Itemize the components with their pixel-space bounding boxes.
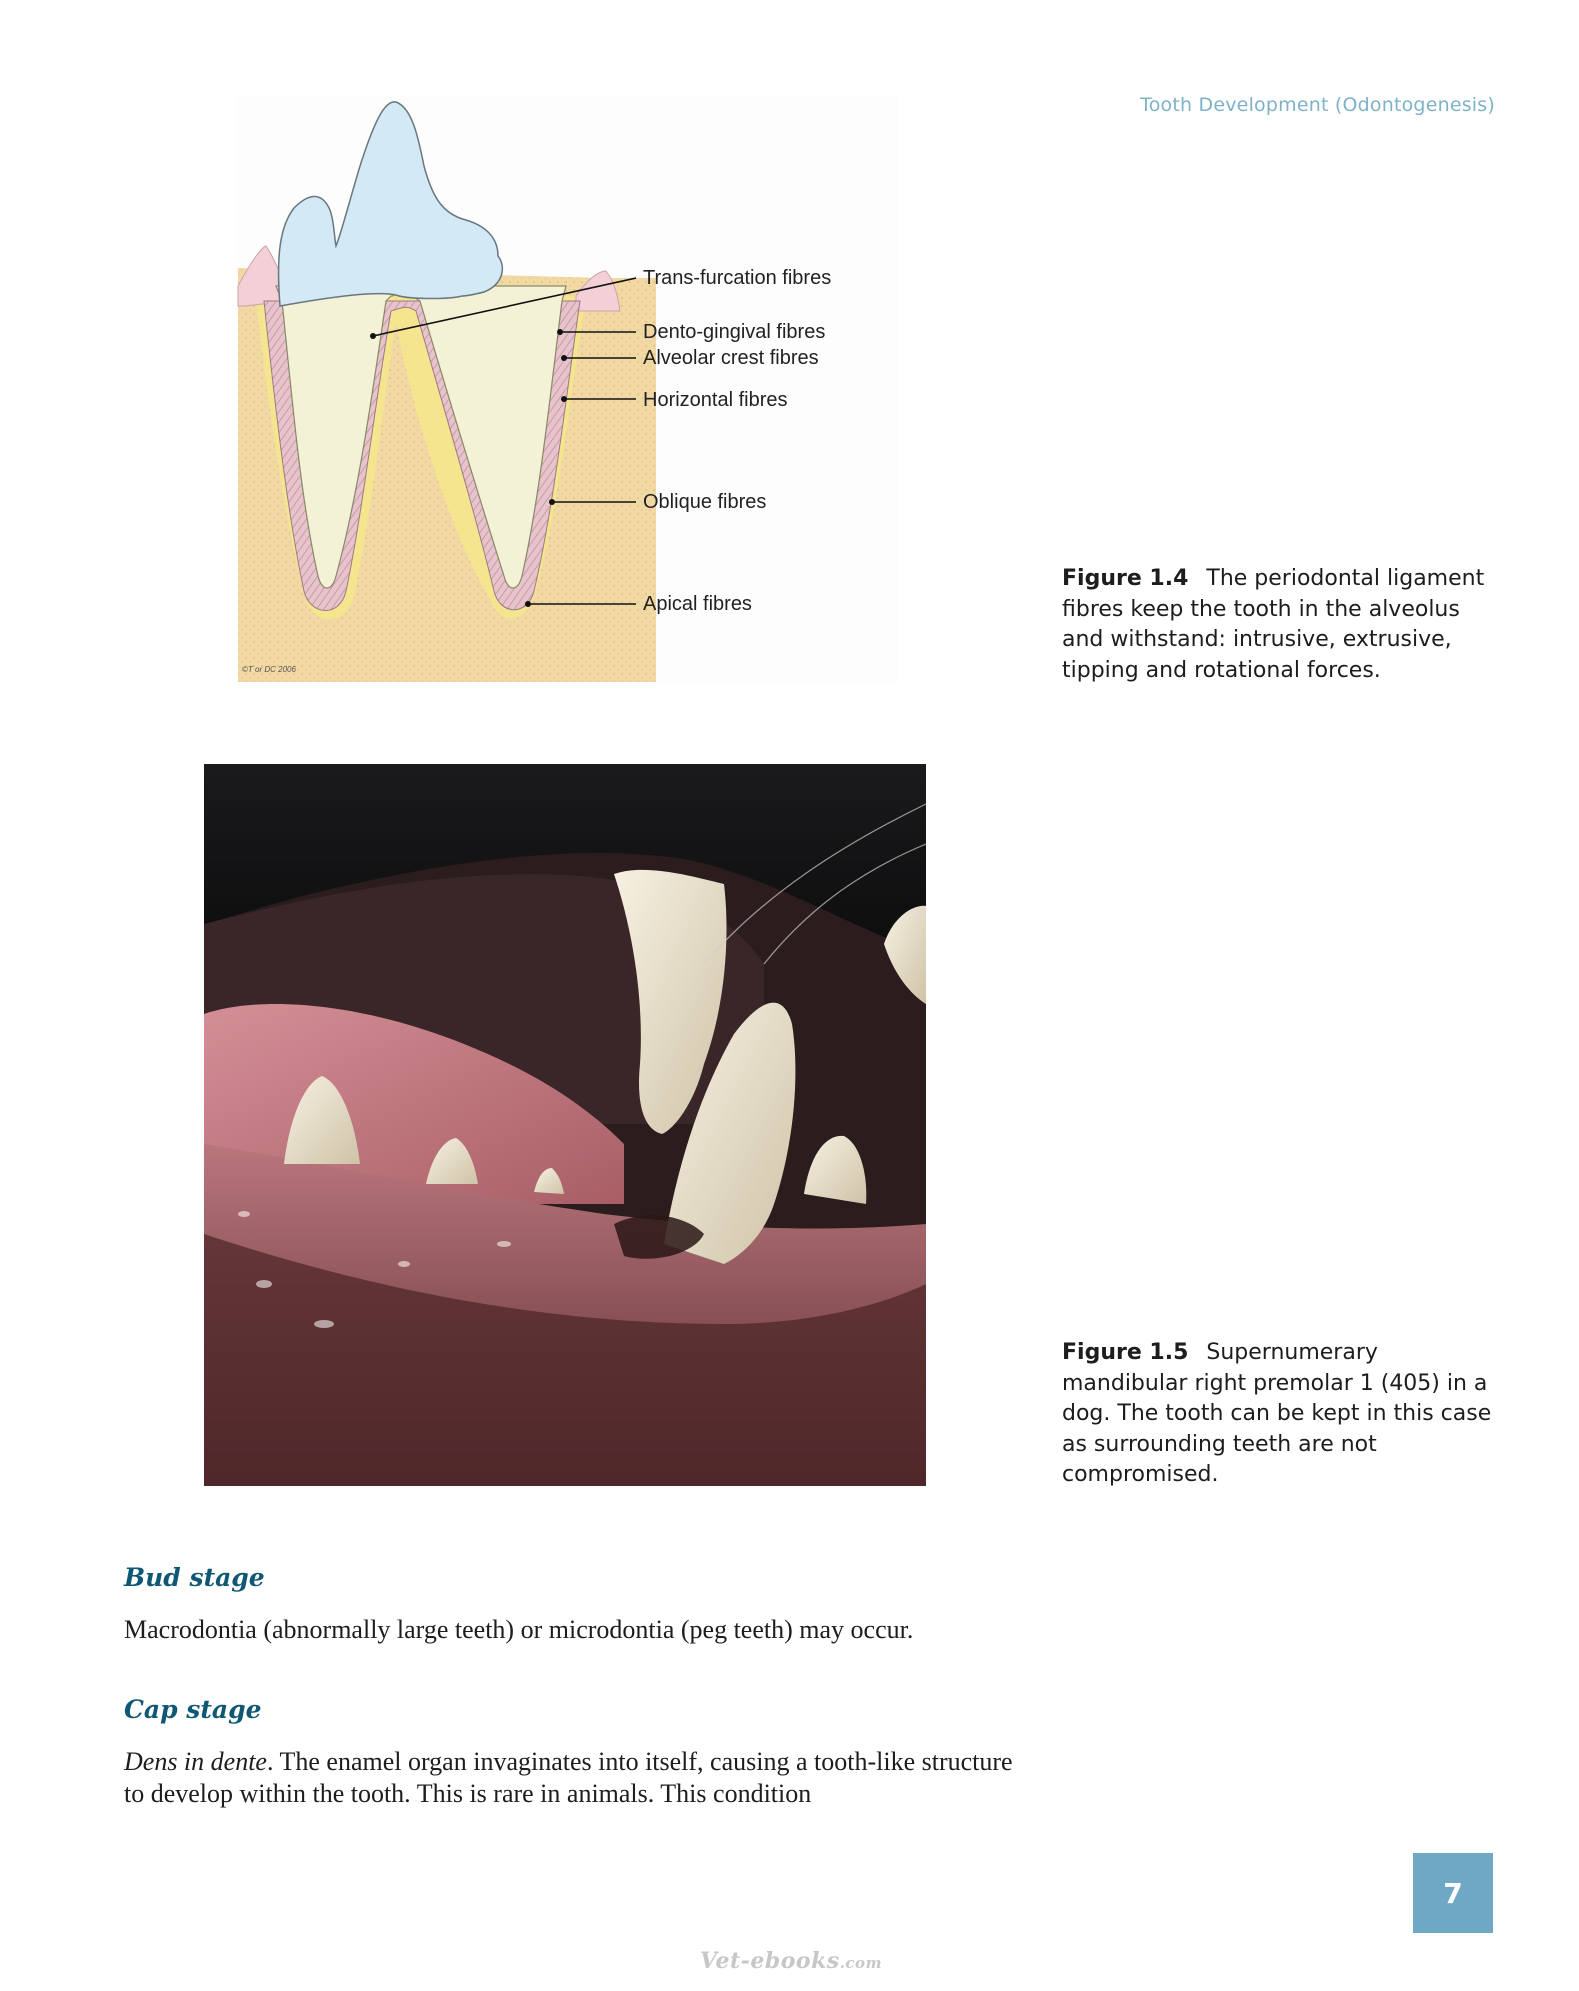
watermark-main: Vet-ebooks xyxy=(700,1948,840,1974)
enamel-crown xyxy=(279,102,503,306)
label-trans-furcation: Trans-furcation fibres xyxy=(643,267,832,289)
figure-1-4-diagram xyxy=(236,96,898,682)
gingiva-right xyxy=(576,271,620,311)
running-head: Tooth Development (Odontogenesis) xyxy=(1140,94,1495,116)
figure-1-5-caption xyxy=(1062,1338,1502,1491)
bud-stage-text: Macrodontia (abnormally large teeth) or microdontia (peg teeth) may occur. xyxy=(124,1615,914,1644)
page-number: 7 xyxy=(1413,1853,1493,1933)
periodontal-ligament-svg xyxy=(236,96,898,682)
figure-1-4-caption xyxy=(1062,564,1502,686)
label-horizontal: Horizontal fibres xyxy=(643,389,788,411)
figure-1-4-label: Figure 1.4 xyxy=(1062,566,1189,591)
cap-stage-description: . The enamel organ invaginates into itself, causing a tooth-like structure to develop within the tooth. This is rare in animals. This condition xyxy=(124,1747,1013,1808)
figure-1-5-caption-text: Supernumerary mandibular right premolar 1 (405) in a dog. The tooth can be kept in this case as surrounding teeth are not compromised. xyxy=(1062,1340,1492,1487)
watermark xyxy=(700,1948,882,1974)
cap-stage-text xyxy=(124,1746,1024,1810)
figure-1-5-label: Figure 1.5 xyxy=(1062,1340,1189,1365)
dog-mouth-photo-svg xyxy=(204,764,926,1486)
diagram-copyright: ©T or DC 2006 xyxy=(242,665,296,674)
figure-1-4-caption-text: The periodontal ligament fibres keep the tooth in the alveolus and withstand: intrusive, extrusive, tipping and rotational forces. xyxy=(1062,566,1485,683)
cap-stage-heading: Cap stage xyxy=(124,1695,262,1724)
label-apical: Apical fibres xyxy=(643,593,752,615)
cap-stage-term: Dens in dente xyxy=(124,1747,267,1776)
label-oblique: Oblique fibres xyxy=(643,491,767,513)
label-dento-gingival: Dento-gingival fibres xyxy=(643,321,826,343)
watermark-suffix: .com xyxy=(839,1954,882,1972)
bud-stage-heading: Bud stage xyxy=(124,1563,265,1592)
figure-1-5-photo xyxy=(204,764,926,1486)
label-alveolar-crest: Alveolar crest fibres xyxy=(643,347,819,369)
